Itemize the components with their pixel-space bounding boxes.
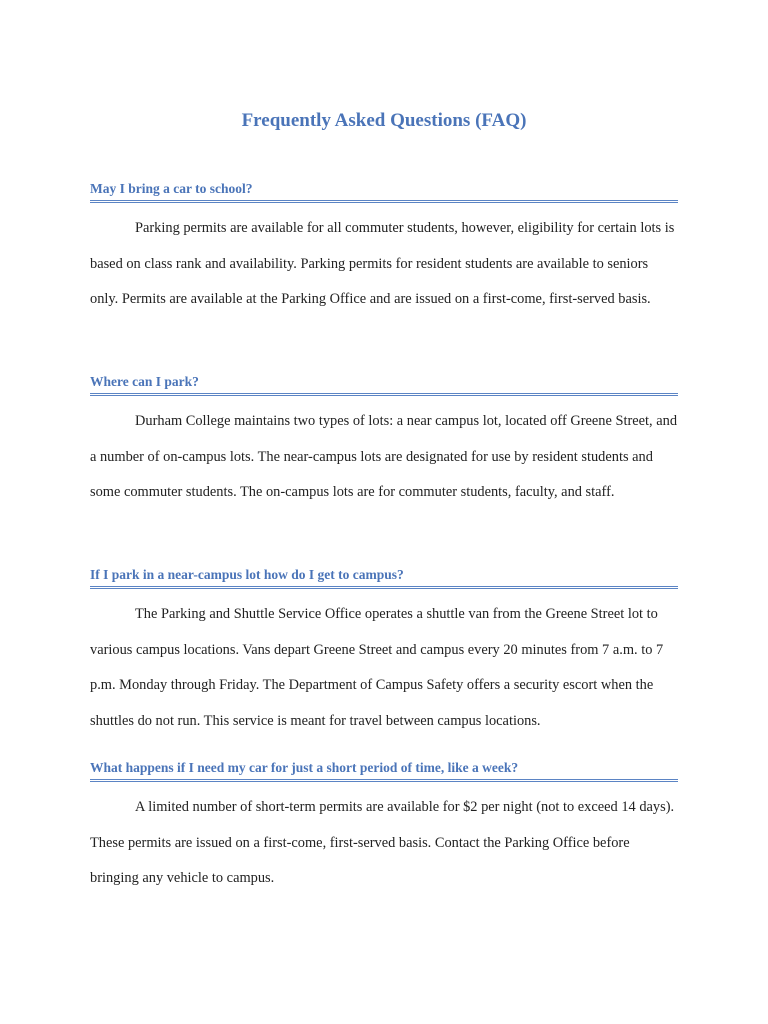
faq-section	[90, 373, 678, 511]
faq-section	[90, 566, 678, 739]
faq-answer: Parking permits are available for all commuter students, however, eligibility for certain lots is based on class rank and availability. Parking permits for resident students are available to seniors only. Permits are available at the Parking Office and are issued on a first-come, first-served basis.	[90, 220, 675, 307]
faq-section	[90, 180, 678, 318]
faq-question: May I bring a car to school?	[90, 180, 678, 203]
faq-question: What happens if I need my car for just a short period of time, like a week?	[90, 759, 678, 782]
faq-section	[90, 759, 678, 897]
faq-answer: Durham College maintains two types of lots: a near campus lot, located off Greene Street, and a number of on-campus lots. The near-campus lots are designated for use by resident students and some commuter students. The on-campus lots are for commuter students, faculty, and staff.	[90, 413, 678, 500]
faq-answer: The Parking and Shuttle Service Office operates a shuttle van from the Greene Street lot to various campus locations. Vans depart Greene Street and campus every 20 minutes from 7 a.m. to 7 p.m. Monday through Friday. The Department of Campus Safety offers a security escort when the shuttles do not run. This service is meant for travel between campus locations.	[90, 606, 664, 729]
document-title: Frequently Asked Questions (FAQ)	[241, 110, 527, 131]
faq-question: If I park in a near-campus lot how do I get to campus?	[90, 566, 678, 589]
faq-answer: A limited number of short-term permits are available for $2 per night (not to exceed 14 days). These permits are issued on a first-come, first-served basis. Contact the Parking Office before bringing any vehicle to campus.	[90, 799, 675, 886]
faq-question: Where can I park?	[90, 373, 678, 396]
